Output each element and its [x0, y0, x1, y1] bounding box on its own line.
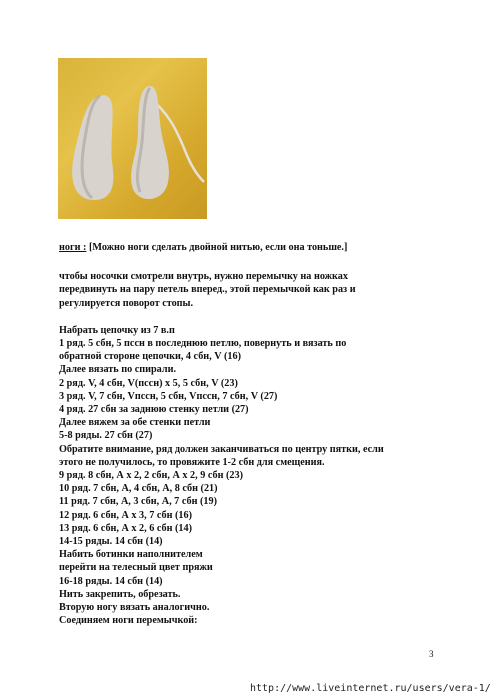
instruction-line: этого не получилось, то провяжите 1-2 сбн для смещения. — [59, 456, 325, 468]
instruction-line: 14-15 ряды. 14 сбн (14) — [59, 536, 163, 548]
page-number: 3 — [429, 649, 434, 659]
instruction-line: 9 ряд. 8 сбн, А х 2, 2 сбн, А х 2, 9 сбн (23) — [59, 470, 243, 482]
instruction-line: Вторую ногу вязать аналогично. — [59, 602, 210, 614]
instruction-line: Набить ботинки наполнителем — [59, 549, 203, 561]
instruction-line: Обратите внимание, ряд должен заканчиваться по центру пятки, если — [59, 443, 384, 455]
heading-label: ноги : — [59, 242, 87, 253]
instruction-line: 12 ряд. 6 сбн, А х 3, 7 сбн (16) — [59, 509, 193, 521]
instruction-line: 1 ряд. 5 сбн, 5 пссн в последнюю петлю, повернуть и вязать по — [59, 338, 347, 350]
instruction-line: Далее вяжем за обе стенки петли — [59, 417, 211, 429]
instruction-line: 13 ряд. 6 сбн, А х 2, 6 сбн (14) — [59, 522, 193, 534]
instruction-line: 5-8 ряды. 27 сбн (27) — [59, 430, 153, 442]
instruction-line: Набрать цепочку из 7 в.п — [59, 324, 175, 336]
legs-heading — [59, 241, 449, 254]
instruction-line: 16-18 ряды. 14 сбн (14) — [59, 575, 163, 587]
crochet-legs-photo — [58, 58, 207, 219]
intro-line: чтобы носочки смотрели внутрь, нужно перемычку на ножках — [59, 271, 348, 283]
instruction-line: Соединяем ноги перемычкой: — [59, 615, 198, 627]
instruction-line: 2 ряд. V, 4 сбн, V(пссн) х 5, 5 сбн, V (23) — [59, 377, 238, 389]
instruction-line: 4 ряд. 27 сбн за заднюю стенку петли (27) — [59, 404, 249, 416]
instruction-line: обратной стороне цепочки, 4 сбн, V (16) — [59, 351, 241, 363]
crochet-legs-icon — [58, 58, 207, 219]
heading-note: [Можно ноги сделать двойной нитью, если она тоньше.] — [88, 242, 348, 253]
instruction-line: Нить закрепить, обрезать. — [59, 588, 181, 600]
instruction-line: перейти на телесный цвет пряжи — [59, 562, 213, 574]
instruction-line: 3 ряд. V, 7 сбн, Vпссн, 5 сбн, Vпссн, 7 сбн, V (27) — [59, 390, 278, 402]
instruction-line: 10 ряд. 7 сбн, А, 4 сбн, А, 8 сбн (21) — [59, 483, 218, 495]
footer-url: http://www.liveinternet.ru/users/vera-1/ — [250, 683, 491, 694]
intro-line: регулируется поворот стопы. — [59, 297, 194, 309]
instruction-line: 11 ряд. 7 сбн, А, 3 сбн, А, 7 сбн (19) — [59, 496, 217, 508]
intro-line: передвинуть на пару петель вперед., этой перемычкой как раз и — [59, 284, 356, 296]
pattern-text — [59, 241, 449, 627]
instruction-line: Далее вязать по спирали. — [59, 364, 176, 376]
